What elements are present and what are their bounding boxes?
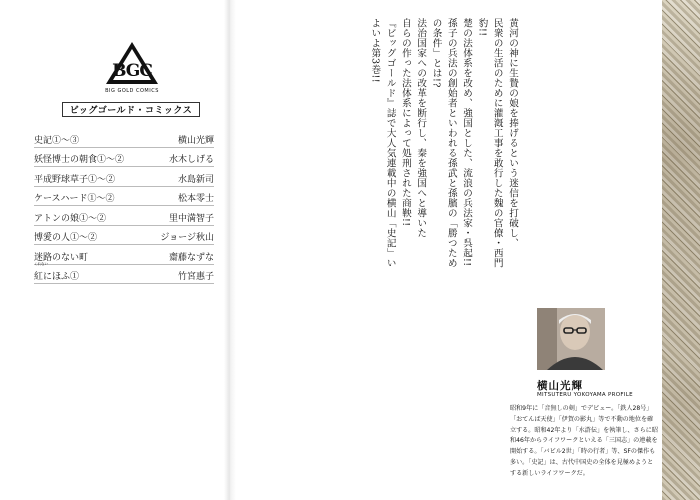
blurb-line: 民衆の生活のために灌漑工事を敢行した魏の官僚・西門豹!!	[476, 18, 503, 268]
list-item	[34, 167, 214, 187]
list-item	[34, 206, 214, 226]
blurb-line: 孫子の兵法の創始者といわれる孫武と孫臏の「勝つための条件」とは!?	[430, 18, 457, 268]
list-item	[34, 148, 214, 168]
author-photo	[537, 308, 605, 370]
list-item-title: 博愛の人①～②	[34, 233, 98, 243]
list-item-author: 松本零士	[177, 194, 214, 204]
profile-label: MITSUTERU YOKOYAMA PROFILE	[537, 392, 633, 398]
cover-art-strip	[662, 0, 700, 500]
series-label: ビッグゴールド・コミックス	[62, 102, 200, 117]
list-item	[34, 261, 214, 285]
list-item-author: 横山光輝	[177, 135, 214, 146]
blurb-line: 黄河の神に生贄の娘を捧げるという迷信を打破し、	[507, 18, 518, 248]
list-item-author: 竹宮惠子	[177, 272, 214, 282]
list-item-title: 妖怪博士の朝食①～②	[34, 155, 125, 165]
logo-subtitle: BIG GOLD COMICS	[105, 88, 159, 94]
author-name: 横山光輝	[537, 380, 583, 392]
blurb-line: 自らの作った法体系によって処刑された商鞅!!	[399, 18, 411, 227]
blurb-line: 『ビッグゴールド』誌で大人気連載中の横山「史記」いよいよ第3巻!!	[369, 18, 396, 268]
list-item-author: 水島新司	[177, 174, 214, 185]
list-item-author: ジョージ秋山	[160, 233, 214, 243]
list-item-title: 迷路のない町	[34, 252, 89, 263]
list-item-title: 紅にほふ①	[34, 272, 80, 282]
list-item-author: 里中満智子	[168, 213, 214, 224]
list-item-title: アトンの娘①～②	[34, 213, 107, 224]
list-item-title: 史記①～③	[34, 135, 80, 146]
list-item	[34, 187, 214, 207]
list-item-author: 齋藤なずな	[168, 252, 214, 263]
title-list	[34, 128, 214, 284]
spine-fold	[224, 0, 236, 500]
bgc-logo-icon	[104, 40, 160, 86]
list-item-author: 水木しげる	[168, 155, 214, 165]
list-item-ruby: くれない	[34, 261, 48, 266]
list-item	[34, 245, 214, 265]
list-item-title: ケースハード①～②	[34, 194, 115, 204]
back-cover-blurb	[367, 18, 520, 273]
list-item	[34, 128, 214, 148]
list-item	[34, 226, 214, 246]
blurb-line: 楚の法体系を改め、強国とした、流浪の兵法家・呉起!!	[461, 18, 473, 267]
list-item-title: 平成野球草子①～②	[34, 174, 116, 185]
logo-letters: BGC	[112, 61, 152, 81]
blurb-line: 法治国家への改革を断行し、秦を強国へと導いた	[415, 18, 427, 238]
author-bio: 昭和9年に「音無しの剣」でデビュー。「鉄人28号」「おてんば天使」「伊賀の影丸」等で不動の地位を確立する。昭和42年より「水滸伝」を執筆し、さらに昭和46年からライフワークといえる「三国志」の連載を開始する。「バビル2世」「時の行者」等、SFの傑作も多い。「史記」は、古代中国史の全体を見極めようとする新しいライフワークだ。	[510, 405, 658, 477]
